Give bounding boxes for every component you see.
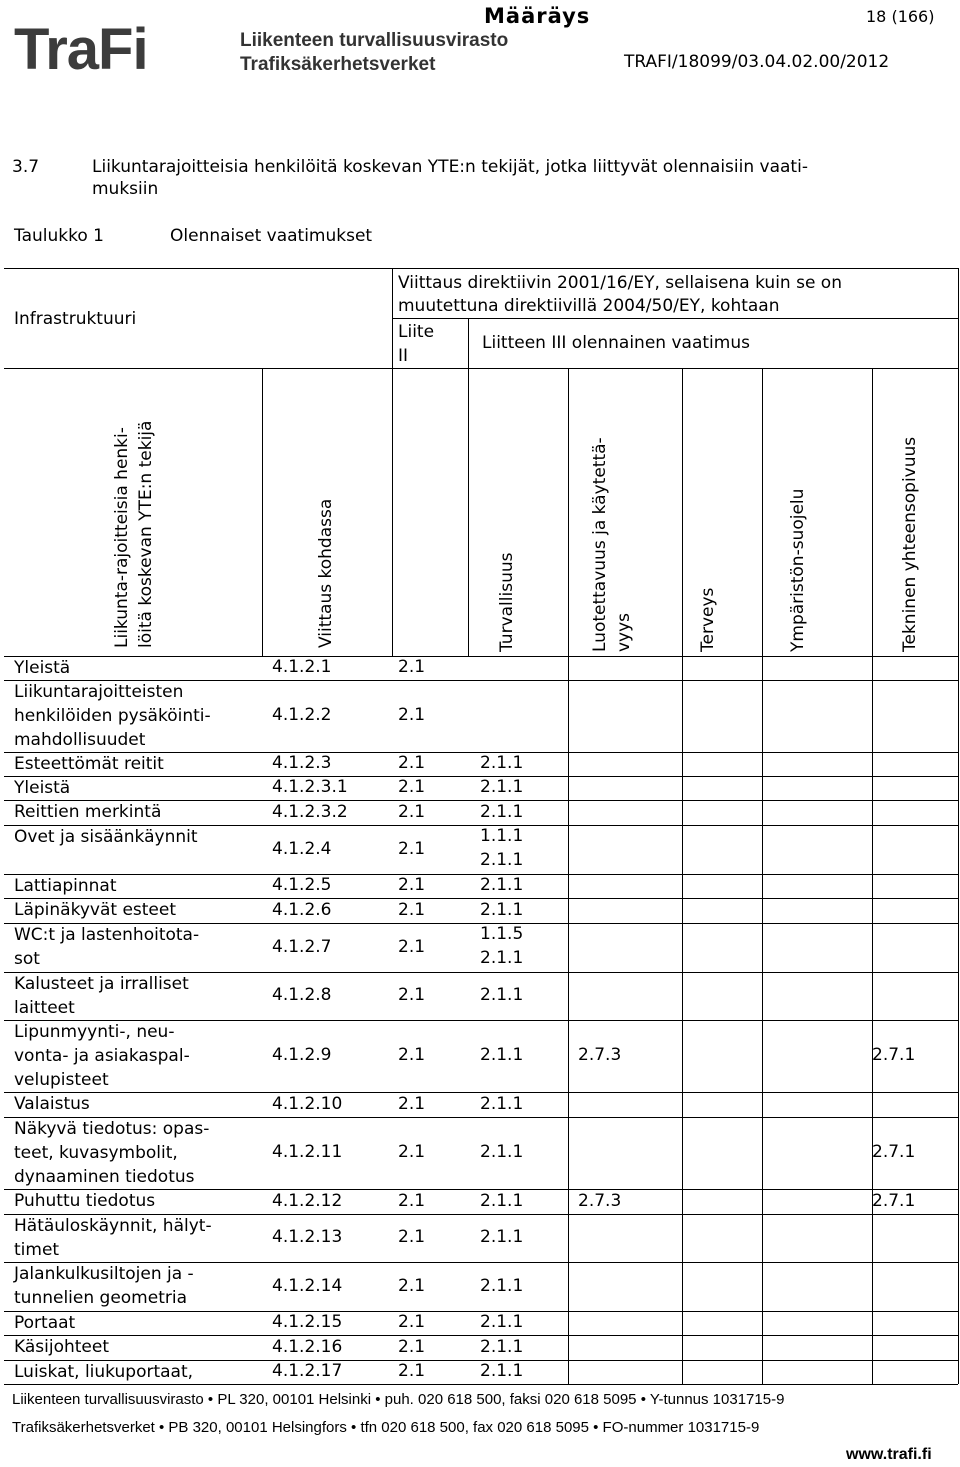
header-reference: Viittaus kohdassa [316, 498, 336, 648]
row-label: Läpinäkyvät esteet [14, 900, 177, 920]
row-safety: 2.1.1 [480, 1361, 524, 1381]
table-column-rule [568, 1189, 569, 1214]
row-safety: 2.1.1 [480, 777, 524, 797]
table-row-rule [4, 1384, 958, 1385]
table-column-rule [762, 1360, 763, 1384]
table-column-rule [682, 1262, 683, 1311]
row-label: teet, kuvasymbolit, [14, 1143, 178, 1163]
row-label: Hätäuloskäynnit, hälyt- [14, 1216, 212, 1236]
table-column-rule [872, 752, 873, 776]
table-column-rule [762, 898, 763, 923]
logo-agency-fi: Liikenteen turvallisuusvirasto [240, 30, 509, 51]
table-row-rule [4, 1189, 958, 1190]
row-label: Puhuttu tiedotus [14, 1191, 156, 1211]
row-safety: 2.1.1 [480, 1142, 524, 1162]
table-column-rule [872, 656, 873, 680]
table-column-rule [682, 368, 683, 656]
table-column-rule [872, 923, 873, 972]
document-reference: TRAFI/18099/03.04.02.00/2012 [624, 52, 890, 72]
header-annex-ii-cont: II [398, 346, 409, 366]
table-column-rule [958, 1214, 959, 1262]
table-column-rule [872, 368, 873, 656]
section-title-cont: muksiin [92, 179, 159, 199]
logo-wordmark: TraFi [14, 17, 148, 82]
row-label: Näkyvä tiedotus: opas- [14, 1119, 210, 1139]
row-safety: 2.1.1 [480, 1337, 524, 1357]
section-number: 3.7 [12, 157, 40, 177]
table-column-rule [568, 1335, 569, 1360]
table-column-rule [682, 874, 683, 898]
row-annex-ii: 2.1 [398, 937, 426, 957]
row-label: sot [14, 949, 40, 969]
table-column-rule [568, 776, 569, 800]
row-label: Lattiapinnat [14, 876, 117, 896]
header-reliability: Luotettavuus ja käytettä- [590, 437, 610, 652]
table-row-rule [4, 680, 958, 681]
row-reference: 4.1.2.3.2 [272, 802, 348, 822]
table-row-rule [4, 972, 958, 973]
table-column-rule [568, 1020, 569, 1092]
row-safety: 2.1.1 [480, 1312, 524, 1332]
row-reference: 4.1.2.6 [272, 900, 332, 920]
row-annex-ii: 2.1 [398, 839, 426, 859]
row-safety: 2.1.1 [480, 1227, 524, 1247]
table-column-rule [568, 680, 569, 752]
header-health: Terveys [698, 587, 718, 652]
row-annex-ii: 2.1 [398, 985, 426, 1005]
row-annex-ii: 2.1 [398, 1227, 426, 1247]
row-annex-ii: 2.1 [398, 802, 426, 822]
footer-line-sv: Trafiksäkerhetsverket • PB 320, 00101 Helsingfors • tfn 020 618 500, fax 020 618 5095 • FO-nummer 1031715-9 [12, 1419, 760, 1436]
table-column-rule [682, 752, 683, 776]
row-annex-ii: 2.1 [398, 1312, 426, 1332]
table-column-rule [958, 972, 959, 1020]
document-type: Määräys [484, 4, 591, 28]
row-technical: 2.7.1 [872, 1191, 916, 1211]
row-reference: 4.1.2.8 [272, 985, 332, 1005]
table-column-rule [682, 1117, 683, 1189]
header-infrastructure: Infrastruktuuri [14, 309, 137, 329]
row-annex-ii: 2.1 [398, 1142, 426, 1162]
table-column-rule [958, 656, 959, 680]
row-reference: 4.1.2.3 [272, 753, 332, 773]
row-label: henkilöiden pysäköinti- [14, 706, 211, 726]
row-label: Esteettömät reitit [14, 754, 164, 774]
table-column-rule [468, 368, 469, 656]
trafi-logo [14, 10, 509, 82]
table-column-rule [762, 1020, 763, 1092]
row-label: laitteet [14, 998, 75, 1018]
page-number: 18 (166) [866, 7, 935, 26]
row-technical: 2.7.1 [872, 1142, 916, 1162]
table-label: Taulukko 1 [14, 226, 104, 246]
table-column-rule [958, 368, 959, 656]
header-directive-ref: Viittaus direktiivin 2001/16/EY, sellaisena kuin se on [398, 273, 842, 293]
row-reference: 4.1.2.17 [272, 1361, 343, 1381]
row-reference: 4.1.2.16 [272, 1337, 343, 1357]
table-column-rule [568, 1262, 569, 1311]
table-column-rule [762, 752, 763, 776]
table-column-rule [762, 874, 763, 898]
header-directive-ref-cont: muutettuna direktiivillä 2004/50/EY, kohtaan [398, 296, 780, 316]
table-column-rule [958, 1262, 959, 1311]
row-reference: 4.1.2.3.1 [272, 777, 348, 797]
table-column-rule [762, 776, 763, 800]
logo-agency-sv: Trafiksäkerhetsverket [240, 54, 436, 75]
table-column-rule [568, 898, 569, 923]
table-column-rule [682, 1214, 683, 1262]
table-column-rule [958, 776, 959, 800]
table-column-rule [762, 656, 763, 680]
table-column-rule [568, 923, 569, 972]
row-label: Ovet ja sisäänkäynnit [14, 827, 198, 847]
row-reliability: 2.7.3 [578, 1191, 622, 1211]
row-annex-ii: 2.1 [398, 875, 426, 895]
table-row-rule [4, 1262, 958, 1263]
table-column-rule [568, 825, 569, 874]
table-column-rule [872, 776, 873, 800]
table-column-rule [958, 1335, 959, 1360]
header-annex-ii: Liite [398, 322, 435, 342]
table-column-rule [568, 1117, 569, 1189]
table-column-rule [872, 1214, 873, 1262]
row-reference: 4.1.2.11 [272, 1142, 343, 1162]
table-column-rule [682, 656, 683, 680]
table-row-rule [4, 1214, 958, 1215]
table-column-rule [958, 680, 959, 752]
row-annex-ii: 2.1 [398, 705, 426, 725]
table-column-rule [762, 972, 763, 1020]
row-label: Lipunmyynti-, neu- [14, 1022, 175, 1042]
header-ytn-factor-cont: löitä koskevan YTE:n tekijä [136, 420, 156, 648]
row-reference: 4.1.2.4 [272, 839, 332, 859]
row-label: timet [14, 1240, 60, 1260]
table-column-rule [958, 923, 959, 972]
table-column-rule [958, 825, 959, 874]
table-column-rule [958, 1189, 959, 1214]
row-label: Yleistä [14, 778, 71, 798]
row-technical: 2.7.1 [872, 1045, 916, 1065]
table-column-rule [568, 1311, 569, 1335]
table-row-rule [4, 800, 958, 801]
row-safety: 2.1.1 [480, 1191, 524, 1211]
table-column-rule [682, 898, 683, 923]
table-column-rule [762, 1117, 763, 1189]
table-column-rule [872, 1311, 873, 1335]
table-row-rule [4, 1092, 958, 1093]
row-annex-ii: 2.1 [398, 1361, 426, 1381]
header-annex-iii: Liitteen III olennainen vaatimus [482, 333, 750, 353]
table-column-rule [958, 1117, 959, 1189]
row-label: Jalankulkusiltojen ja - [14, 1264, 194, 1284]
table-column-rule [682, 1092, 683, 1117]
row-annex-ii: 2.1 [398, 777, 426, 797]
table-rule [4, 656, 958, 657]
table-column-rule [872, 898, 873, 923]
table-column-rule [682, 923, 683, 972]
row-label: Yleistä [14, 658, 71, 678]
row-safety: 2.1.1 [480, 900, 524, 920]
table-column-rule [568, 800, 569, 825]
table-column-rule [682, 1189, 683, 1214]
table-column-rule [568, 1360, 569, 1384]
table-row-rule [4, 1117, 958, 1118]
row-annex-ii: 2.1 [398, 1045, 426, 1065]
row-label: mahdollisuudet [14, 730, 146, 750]
row-safety: 2.1.1 [480, 948, 524, 968]
table-column-rule [762, 1311, 763, 1335]
table-row-rule [4, 1335, 958, 1336]
table-column-rule [872, 972, 873, 1020]
row-reference: 4.1.2.13 [272, 1227, 343, 1247]
row-safety: 2.1.1 [480, 850, 524, 870]
table-column-rule [392, 268, 393, 368]
row-label: Reittien merkintä [14, 802, 162, 822]
table-title: Olennaiset vaatimukset [170, 226, 373, 246]
row-reference: 4.1.2.2 [272, 705, 332, 725]
row-safety: 1.1.5 [480, 924, 524, 944]
row-safety: 2.1.1 [480, 985, 524, 1005]
table-column-rule [682, 825, 683, 874]
table-column-rule [872, 1092, 873, 1117]
table-header-rule [4, 368, 958, 369]
table-column-rule [762, 1262, 763, 1311]
row-annex-ii: 2.1 [398, 1094, 426, 1114]
row-annex-ii: 2.1 [398, 1191, 426, 1211]
row-label: Valaistus [14, 1094, 90, 1114]
row-reference: 4.1.2.14 [272, 1276, 343, 1296]
row-label: dynaaminen tiedotus [14, 1167, 195, 1187]
table-column-rule [568, 972, 569, 1020]
table-column-rule [872, 800, 873, 825]
table-column-rule [762, 825, 763, 874]
row-annex-ii: 2.1 [398, 657, 426, 677]
row-safety: 2.1.1 [480, 1094, 524, 1114]
table-column-rule [568, 752, 569, 776]
table-column-rule [682, 1335, 683, 1360]
table-column-rule [682, 776, 683, 800]
table-column-rule [762, 1092, 763, 1117]
table-column-rule [958, 268, 959, 368]
header-technical-compatibility: Tekninen yhteensopivuus [900, 436, 920, 652]
row-reference: 4.1.2.12 [272, 1191, 343, 1211]
table-column-rule [682, 800, 683, 825]
row-reference: 4.1.2.10 [272, 1094, 343, 1114]
header-safety: Turvallisuus [497, 552, 517, 652]
table-column-rule [762, 923, 763, 972]
table-column-rule [682, 972, 683, 1020]
table-column-rule [682, 680, 683, 752]
table-column-rule [568, 368, 569, 656]
table-column-rule [958, 800, 959, 825]
row-reference: 4.1.2.5 [272, 875, 332, 895]
row-label: Portaat [14, 1313, 76, 1333]
table-column-rule [958, 898, 959, 923]
header-reliability-cont: vyys [614, 612, 634, 652]
row-annex-ii: 2.1 [398, 1337, 426, 1357]
table-column-rule [762, 680, 763, 752]
row-reference: 4.1.2.9 [272, 1045, 332, 1065]
header-ytn-factor: Liikunta-rajoitteisia henki- [112, 427, 132, 648]
row-annex-ii: 2.1 [398, 900, 426, 920]
table-column-rule [568, 874, 569, 898]
row-safety: 2.1.1 [480, 1276, 524, 1296]
table-column-rule [392, 368, 393, 656]
table-header-rule [392, 318, 958, 319]
row-safety: 2.1.1 [480, 875, 524, 895]
row-label: vonta- ja asiakaspal- [14, 1046, 190, 1066]
table-column-rule [762, 1189, 763, 1214]
table-column-rule [872, 874, 873, 898]
footer-website[interactable]: www.trafi.fi [846, 1446, 932, 1463]
table-column-rule [682, 1020, 683, 1092]
table-column-rule [568, 1214, 569, 1262]
table-column-rule [872, 1360, 873, 1384]
row-label: Luiskat, liukuportaat, [14, 1362, 194, 1382]
table-column-rule [682, 1311, 683, 1335]
footer-line-fi: Liikenteen turvallisuusvirasto • PL 320, 00101 Helsinki • puh. 020 618 500, faksi 020 618 5095 • Y-tunnus 1031715-9 [12, 1391, 785, 1408]
table-column-rule [568, 1092, 569, 1117]
header-environment: Ympäristön-suojelu [788, 488, 808, 652]
table-top-rule [4, 268, 958, 269]
row-reliability: 2.7.3 [578, 1045, 622, 1065]
table-column-rule [468, 318, 469, 368]
section-title: Liikuntarajoitteisia henkilöitä koskevan YTE:n tekijät, jotka liittyvät olennaisiin vaati- [92, 157, 808, 177]
row-reference: 4.1.2.7 [272, 937, 332, 957]
table-row-rule [4, 1020, 958, 1021]
row-reference: 4.1.2.15 [272, 1312, 343, 1332]
table-column-rule [872, 825, 873, 874]
table-column-rule [958, 1020, 959, 1092]
row-label: Kalusteet ja irralliset [14, 974, 189, 994]
table-column-rule [958, 1360, 959, 1384]
row-safety: 2.1.1 [480, 802, 524, 822]
table-column-rule [762, 800, 763, 825]
row-label: tunnelien geometria [14, 1288, 187, 1308]
row-reference: 4.1.2.1 [272, 657, 332, 677]
table-column-rule [682, 1360, 683, 1384]
row-safety: 2.1.1 [480, 1045, 524, 1065]
row-safety: 1.1.1 [480, 826, 524, 846]
table-column-rule [872, 680, 873, 752]
table-column-rule [872, 1262, 873, 1311]
row-label: velupisteet [14, 1070, 109, 1090]
table-row-rule [4, 898, 958, 899]
table-column-rule [762, 1214, 763, 1262]
row-annex-ii: 2.1 [398, 1276, 426, 1296]
table-column-rule [262, 368, 263, 656]
row-label: WC:t ja lastenhoitota- [14, 925, 200, 945]
row-label: Liikuntarajoitteisten [14, 682, 184, 702]
table-column-rule [762, 1335, 763, 1360]
table-column-rule [568, 656, 569, 680]
table-column-rule [958, 1092, 959, 1117]
row-annex-ii: 2.1 [398, 753, 426, 773]
table-column-rule [872, 1335, 873, 1360]
table-column-rule [762, 368, 763, 656]
table-column-rule [958, 752, 959, 776]
table-column-rule [958, 874, 959, 898]
row-label: Käsijohteet [14, 1337, 109, 1357]
row-safety: 2.1.1 [480, 753, 524, 773]
table-column-rule [958, 1311, 959, 1335]
